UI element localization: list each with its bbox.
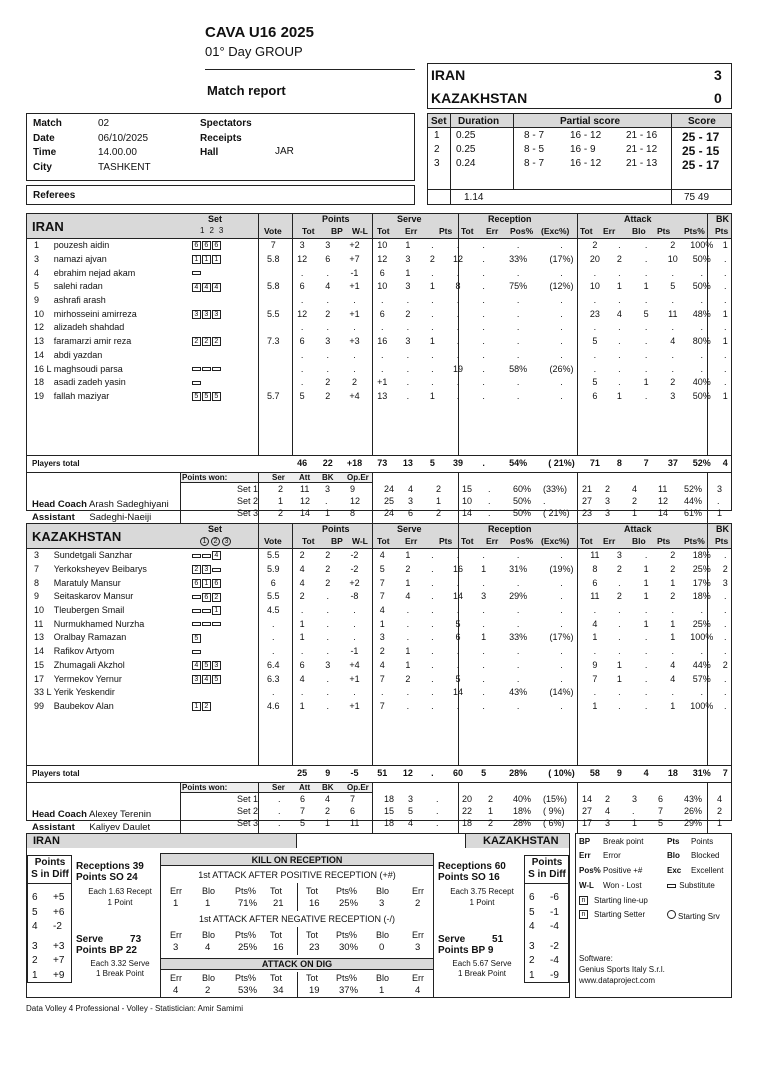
col-pts: Pts — [657, 536, 671, 546]
sets-h-set: Set — [431, 116, 447, 127]
col-pts: Pts — [439, 536, 453, 546]
set-row: 2 0.25 8 - 5 16 - 9 21 - 12 25 - 15 — [434, 144, 720, 158]
col-blo: Blo — [632, 226, 646, 236]
legend-item: Blo Blocked — [667, 851, 720, 860]
player-row: 13 Oralbay Ramazan 5 . 1 . . 3 . . 6 1 33% (17%) 1 . . 1 100% . — [34, 632, 727, 643]
players-total-row: Players total 46 22 +18 73 13 5 39 . 54% ( 21%) 71 8 7 37 52% 4 — [32, 458, 728, 469]
starting-position-icon: 5 — [192, 392, 201, 401]
sets-h-score: Score — [688, 116, 716, 127]
player-row: 10 mirhosseini amirreza 3 3 3 5.5 12 2 +1 6 2 . . . . . 23 4 5 11 48% 1 — [34, 308, 728, 319]
substitute-icon — [192, 650, 201, 654]
starting-position-icon: 4 — [212, 283, 221, 292]
col-blo: Blo — [632, 536, 646, 546]
legend-item: Err Error — [579, 851, 621, 860]
starting-position-icon: 3 — [192, 675, 201, 684]
col-pts: Pts — [657, 226, 671, 236]
starting-position-icon: 3 — [212, 661, 221, 670]
starting-position-icon: 4 — [202, 283, 211, 292]
hall-label: Hall — [200, 147, 219, 158]
col-tot: Tot — [461, 226, 474, 236]
col-bk: BK — [716, 214, 729, 224]
col-bp: BP — [331, 536, 343, 546]
player-row: 8 Maratuly Mansur 6 1 6 6 4 2 +2 7 1 . . . . . 6 . 1 1 17% 3 — [34, 577, 728, 588]
points-won-label: Points won: — [182, 473, 228, 482]
player-row: 3 Sundetgali Sanzhar 4 5.5 2 2 -2 4 1 . . . . . 11 3 . 2 18% . — [34, 550, 727, 561]
starting-position-icon: 4 — [192, 283, 201, 292]
software-info: Software: Genius Sports Italy S.r.l. www.dataproject.com — [579, 954, 665, 985]
col-vote: Vote — [264, 226, 282, 236]
col-wl: W-L — [352, 226, 368, 236]
home-team-name: IRAN — [32, 219, 64, 234]
set-stats-row: Set 3 . 5 1 11 18 4 . 18 2 28% ( 6%) 17 3 1 5 29% 1 — [237, 818, 723, 828]
legend-item: Substitute — [667, 881, 715, 890]
substitute-icon — [192, 595, 201, 599]
set-stats-row: Set 3 2 14 1 8 24 6 2 14 . 50% ( 21%) 23 3 1 14 61% 1 — [237, 508, 723, 518]
col-set: Set — [208, 524, 223, 534]
match-label: Match — [33, 118, 62, 129]
player-row: 4 ebrahim nejad akam . . -1 6 1 . . . . . . . . . . . — [34, 267, 727, 278]
match-date: 06/10/2025 — [98, 132, 149, 144]
player-row: 19 fallah maziyar 5 5 5 5.7 5 2 +4 13 . 1 . . . . 6 1 . 3 50% 1 — [34, 390, 728, 401]
starting-position-icon: 6 — [192, 579, 201, 588]
summary-home: IRAN — [33, 835, 60, 847]
substitute-icon — [192, 381, 201, 385]
substitute-icon — [202, 554, 211, 558]
legend-item: Starting Srv — [667, 910, 720, 921]
starting-position-icon: 2 — [192, 565, 201, 574]
legend-item: Exc Excellent — [667, 866, 724, 875]
col-bk: BK — [716, 524, 729, 534]
starting-position-icon: 1 — [212, 255, 221, 264]
set-stats-row: Set 2 1 12 . 12 25 3 1 10 . 50% . 27 3 2 12 44% . — [237, 496, 720, 506]
player-row: 9 ashrafi arash . . . . . . . . . . . . . . . . — [34, 295, 727, 306]
col-tot: Tot — [580, 536, 593, 546]
kill-title: KILL ON RECEPTION — [251, 855, 343, 865]
col-pos: Pos% — [510, 536, 534, 546]
home-assistant: Sadeghi-Naeiji — [89, 512, 152, 523]
receipts-label: Receipts — [200, 132, 242, 144]
col-err: Err — [486, 536, 499, 546]
starting-position-icon: 3 — [202, 565, 211, 574]
col-tot: Tot — [302, 226, 315, 236]
starting-position-icon: 5 — [212, 675, 221, 684]
sets-rows — [428, 130, 731, 172]
legend-item: Pts Points — [667, 837, 714, 846]
starting-position-icon: 1 — [202, 579, 211, 588]
col-attack: Attack — [624, 524, 652, 534]
starting-position-icon: 3 — [212, 310, 221, 319]
summary-away: KAZAKHSTAN — [483, 835, 559, 847]
starting-position-icon: 2 — [202, 702, 211, 711]
result-home: IRAN — [431, 67, 466, 83]
legend-item: n Starting Setter — [579, 910, 645, 919]
player-row: 9 Seitaskarov Mansur 6 2 5.5 2 . -8 7 4 . 14 3 29% . 11 2 1 2 18% . — [34, 591, 727, 602]
legend-item: Pos% Positive +# — [579, 866, 643, 875]
col-bp: BP — [331, 226, 343, 236]
starting-position-icon: 6 — [202, 241, 211, 250]
col-vote: Vote — [264, 536, 282, 546]
result-away: KAZAKHSTAN — [431, 90, 528, 106]
substitute-icon — [192, 609, 201, 613]
col-err: Err — [603, 536, 616, 546]
set-row: 1 0.25 8 - 7 16 - 12 21 - 16 25 - 17 — [434, 130, 720, 144]
player-row: 10 Tleubergen Smail 1 4.5 . . . 4 . . . . . . . . . . . . — [34, 605, 727, 616]
substitute-icon — [192, 622, 201, 626]
starting-position-icon: 2 — [212, 337, 221, 346]
starting-position-icon: 1 — [212, 606, 221, 615]
event-subtitle: 01° Day GROUP — [205, 44, 303, 59]
player-row: 17 Yermekov Yernur 3 4 5 6.3 4 . +1 7 2 . 5 . . . 7 1 . 4 57% . — [34, 673, 727, 684]
col-err: Err — [405, 536, 418, 546]
set-stats-row: Set 2 . 7 2 6 15 5 . 22 1 18% ( 9%) 27 4 . 7 26% 2 — [237, 806, 723, 816]
starting-position-icon: 6 — [202, 593, 211, 602]
starting-position-icon: 3 — [192, 310, 201, 319]
col-tot: Tot — [580, 226, 593, 236]
col-points: Points — [322, 214, 350, 224]
sets-h-partial: Partial score — [560, 116, 621, 127]
player-row: 33 L Yerik Yeskendir . . . . . . . 14 . 43% (14%) . . . . . . — [34, 687, 727, 698]
starting-position-icon: 4 — [202, 675, 211, 684]
col-tot: Tot — [302, 536, 315, 546]
col-serve: Serve — [397, 214, 422, 224]
starting-position-icon: 5 — [192, 634, 201, 643]
starting-position-icon: 5 — [202, 392, 211, 401]
set-stats-row: Set 1 2 11 3 9 24 4 2 15 . 60% (33%) 21 2 4 11 52% 3 — [237, 484, 723, 494]
player-row: 5 salehi radan 4 4 4 5.8 6 4 +1 10 3 1 8 . 75% (12%) 10 1 1 5 50% . — [34, 281, 727, 292]
col-tot: Tot — [377, 226, 390, 236]
set-row: 3 0.24 8 - 7 16 - 12 21 - 13 25 - 17 — [434, 158, 720, 172]
col-attack: Attack — [624, 214, 652, 224]
col-pts: Pts — [715, 536, 729, 546]
substitute-icon — [212, 568, 221, 572]
col-pts: Pts — [439, 226, 453, 236]
starting-position-icon: 1 — [192, 702, 201, 711]
starting-position-icon: 4 — [192, 661, 201, 670]
legend-item: BP Break point — [579, 837, 644, 846]
starting-position-icon: 2 — [212, 593, 221, 602]
starting-position-icon: 3 — [202, 310, 211, 319]
player-row: 15 Zhumagali Akzhol 4 5 3 6.4 6 3 +4 4 1 . . . . . 9 1 . 4 44% 2 — [34, 659, 728, 670]
col-pos: Pos% — [510, 226, 534, 236]
player-row: 18 asadi zadeh yasin . 2 2 +1 . . . . . . 5 . 1 2 40% . — [34, 377, 727, 388]
result-home-sets: 3 — [714, 67, 722, 83]
col-points: Points — [322, 524, 350, 534]
legend-item: n Starting line-up — [579, 896, 648, 905]
col-reception: Reception — [488, 214, 532, 224]
points-won-label: Points won: — [182, 783, 228, 792]
col-err: Err — [603, 226, 616, 236]
away-team-name: KAZAKHSTAN — [32, 529, 122, 544]
player-row: 7 Yerkoksheyev Beibarys 2 3 5.9 4 2 -2 5 2 . 16 1 31% (19%) 8 2 1 2 25% 2 — [34, 564, 728, 575]
away-assistant: Kaliyev Daulet — [89, 822, 151, 833]
col-serve: Serve — [397, 524, 422, 534]
pos-title: 1st ATTACK AFTER POSITIVE RECEPTION (+#) — [198, 870, 396, 880]
substitute-icon — [212, 367, 221, 371]
hall-value: JAR — [275, 146, 294, 157]
event-title: CAVA U16 2025 — [205, 24, 314, 41]
set-stats-row: Set 1 . 6 4 7 18 3 . 20 2 40% (15%) 14 2 3 6 43% 4 — [237, 794, 723, 804]
starting-position-icon: 6 — [192, 241, 201, 250]
starting-position-icon: 1 — [202, 255, 211, 264]
col-set: Set — [208, 214, 223, 224]
dig-title: ATTACK ON DIG — [261, 959, 333, 969]
starting-position-icon: 6 — [212, 241, 221, 250]
col-exc: (Exc%) — [541, 226, 570, 236]
sets-total-duration: 1.14 — [464, 192, 484, 203]
starting-position-icon: 4 — [212, 551, 221, 560]
player-row: 14 abdi yazdan . . . . . . . . . . . . . . . . — [34, 349, 727, 360]
time-label: Time — [33, 147, 57, 158]
starting-position-icon: 5 — [212, 392, 221, 401]
col-tot: Tot — [377, 536, 390, 546]
col-ptsp: Pts% — [684, 536, 705, 546]
col-wl: W-L — [352, 536, 368, 546]
substitute-icon — [202, 367, 211, 371]
player-row: 16 L maghsoudi parsa . . . . . . 19 . 58% (26%) . . . . . . — [34, 363, 727, 374]
col-err: Err — [405, 226, 418, 236]
starting-position-icon: 6 — [212, 579, 221, 588]
starting-position-icon: 1 — [192, 255, 201, 264]
sets-total-score: 75 49 — [684, 192, 710, 203]
substitute-icon — [202, 622, 211, 626]
col-err: Err — [486, 226, 499, 236]
city-label: City — [33, 161, 52, 173]
legend-item: W-L Won - Lost — [579, 881, 642, 890]
col-tot: Tot — [461, 536, 474, 546]
players-total-row: Players total 25 9 -5 51 12 . 60 5 28% ( 10%) 58 9 4 18 31% 7 — [32, 768, 728, 779]
player-row: 13 faramarzi amir reza 2 2 2 7.3 6 3 +3 16 3 1 . . . . 5 . . 4 80% 1 — [34, 336, 728, 347]
substitute-icon — [192, 554, 201, 558]
col-exc: (Exc%) — [541, 536, 570, 546]
spectators-label: Spectators — [200, 118, 252, 129]
col-reception: Reception — [488, 524, 532, 534]
away-head-coach: Alexey Terenin — [89, 809, 152, 820]
substitute-icon — [212, 622, 221, 626]
referees-box — [26, 185, 415, 205]
player-row: 99 Baubekov Alan 1 2 4.6 1 . +1 7 . . . . . . 1 . . 1 100% . — [34, 700, 727, 711]
referees-label: Referees — [33, 190, 76, 201]
neg-title: 1st ATTACK AFTER NEGATIVE RECEPTION (-/) — [198, 914, 396, 924]
player-row: 12 alizadeh shahdad . . . . . . . . . . . . . . . . — [34, 322, 727, 333]
date-label: Date — [33, 132, 55, 144]
footer-text: Data Volley 4 Professional - Volley - Statistician: Amir Samimi — [26, 1004, 243, 1013]
substitute-icon — [202, 609, 211, 613]
starting-position-icon: 2 — [202, 337, 211, 346]
player-row: 3 namazi ajvan 1 1 1 5.8 12 6 +7 12 3 2 12 . 33% (17%) 20 2 . 10 50% . — [34, 254, 727, 265]
starting-position-icon: 5 — [202, 661, 211, 670]
col-pts: Pts — [715, 226, 729, 236]
match-city: TASHKENT — [98, 161, 151, 173]
sets-h-duration: Duration — [458, 116, 500, 127]
report-title: Match report — [207, 83, 286, 98]
result-away-sets: 0 — [714, 90, 722, 106]
col-ptsp: Pts% — [684, 226, 705, 236]
home-head-coach: Arash Sadeghiyani — [89, 499, 169, 510]
player-row: 1 pouzesh aidin 6 6 6 7 3 3 +2 10 1 . . . . . 2 . . 2 100% 1 — [34, 240, 728, 251]
player-row: 14 Rafikov Artyom . . . -1 2 1 . . . . . . . . . . . — [34, 646, 727, 657]
match-time: 14.00.00 — [98, 147, 137, 158]
starting-position-icon: 2 — [192, 337, 201, 346]
match-number: 02 — [98, 118, 110, 129]
substitute-icon — [192, 271, 201, 275]
player-row: 11 Nurmukhamed Nurzha . 1 . . 1 . . 5 . . . 4 . 1 1 25% . — [34, 618, 727, 629]
substitute-icon — [192, 367, 201, 371]
